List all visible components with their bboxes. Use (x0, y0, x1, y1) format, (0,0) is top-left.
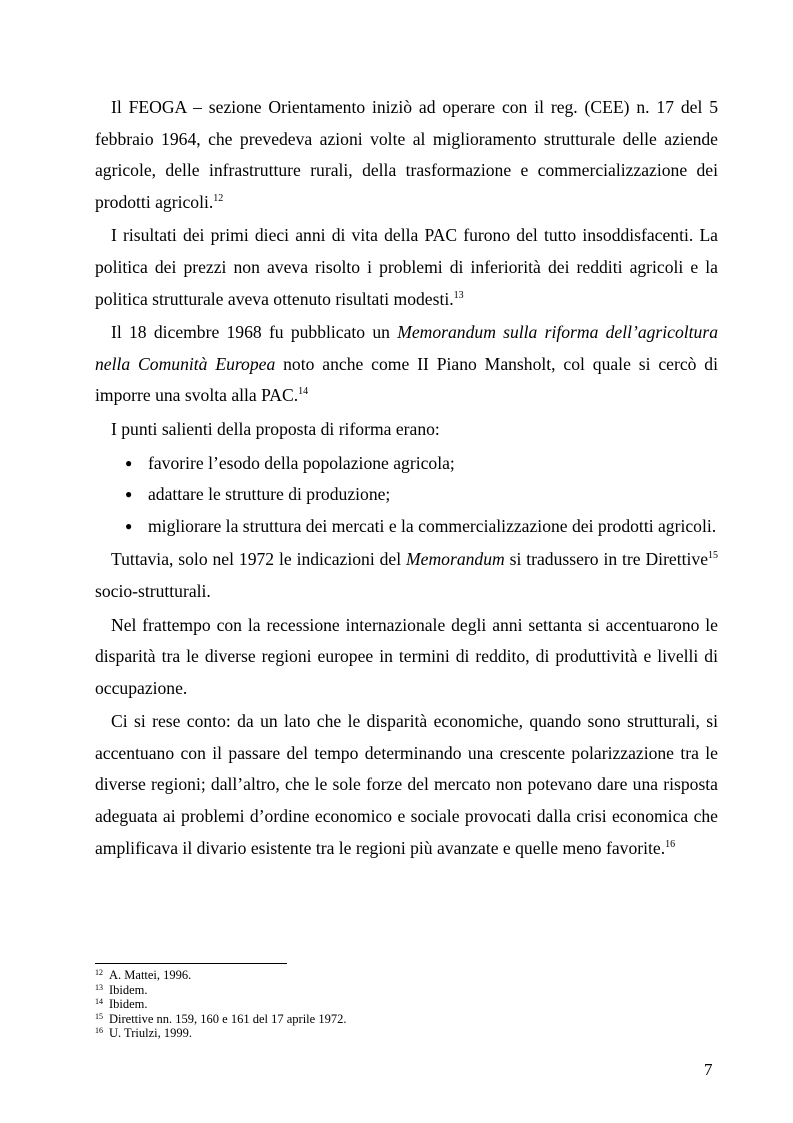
footnote-number: 13 (95, 982, 103, 992)
list-item-text: migliorare la struttura dei mercati e la commercializzazione dei prodotti agricoli. (148, 515, 717, 536)
bullet-icon: ● (125, 455, 133, 470)
paragraph-feoga (95, 92, 718, 218)
paragraph-text: I punti salienti della proposta di riforma erano: (111, 418, 440, 439)
footnote-ref[interactable]: 15 (708, 550, 719, 562)
footnote-text: Ibidem. (109, 997, 148, 1011)
page-number: 7 (704, 1060, 713, 1079)
footnote-ref[interactable]: 12 (213, 192, 224, 204)
list-item (95, 511, 718, 543)
footnote-item (95, 997, 718, 1012)
footnote-number: 16 (95, 1026, 103, 1035)
footnote-item (95, 983, 718, 998)
footnote-text: Direttive nn. 159, 160 e 161 del 17 aprile 1972. (109, 1011, 347, 1026)
footnote-number: 12 (95, 968, 103, 977)
paragraph-punti-salienti (95, 414, 718, 446)
paragraph-memorandum (95, 317, 718, 412)
paragraph-text: Tuttavia, solo nel 1972 le indicazioni del (111, 549, 407, 570)
footnote-text: A. Mattei, 1996. (109, 968, 192, 982)
reform-points-list (95, 448, 718, 543)
list-item (95, 448, 718, 480)
bullet-icon: ● (125, 487, 133, 502)
memorandum-short-title: Memorandum (406, 549, 505, 570)
list-item-text: favorire l’esodo della popolazione agricola; (148, 452, 455, 473)
paragraph-text: Il 18 dicembre 1968 fu pubblicato un (111, 322, 398, 343)
paragraph-text: Nel frattempo con la recessione internazionale degli anni settanta si accentuarono le disparità tra le diverse regioni europee in termini di reddito, di produttività e livelli di occupazione. (95, 614, 718, 698)
footnote-number: 15 (95, 1011, 103, 1021)
footnote-ref[interactable]: 14 (298, 386, 309, 398)
memorandum-title: Memorandum sulla riforma dell’agricoltura nella Comunità Europea (95, 322, 718, 374)
paragraph-recessione (95, 610, 718, 705)
paragraph-text: Il FEOGA – sezione Orientamento iniziò ad operare con il reg. (CEE) n. 17 del 5 febbraio 1964, che prevedeva azioni volte al miglioramento strutturale delle aziende agricole, delle infrastrutture rurali, della trasformazione e commercializzazione dei prodotti agricoli. (95, 97, 718, 212)
paragraph-text: Ci si rese conto: da un lato che le disparità economiche, quando sono strutturali, si accentuano con il passare del tempo determinando una crescente polarizzazione tra le diverse regioni; dall’altro, che le sole forze del mercato non potevano dare una risposta adeguata ai problemi d’ordine economico e sociale provocati dalla crisi economica che amplificava il divario esistente tra le regioni più avanzate e quelle meno favorite. (95, 711, 718, 858)
paragraph-tuttavia (95, 544, 718, 607)
footnote-text: Ibidem. (109, 982, 148, 997)
paragraph-text: I risultati dei primi dieci anni di vita della PAC furono del tutto insoddisfacenti. La politica dei prezzi non aveva risolto i problemi di inferiorità dei redditi agricoli e la politica strutturale aveva ottenuto risultati modesti. (95, 225, 718, 309)
footnote-separator (95, 963, 287, 964)
list-item (95, 479, 718, 511)
footnote-item (95, 968, 718, 983)
list-item-text: adattare le strutture di produzione; (148, 484, 391, 505)
paragraph-disparita (95, 706, 718, 864)
footnote-ref[interactable]: 13 (453, 289, 464, 301)
paragraph-text: noto anche come II Piano Mansholt, col quale si cercò di imporre una svolta alla PAC. (95, 353, 718, 406)
footnote-ref[interactable]: 16 (665, 838, 676, 850)
bullet-icon: ● (125, 518, 133, 533)
footnote-number: 14 (95, 997, 103, 1006)
paragraph-risultati (95, 220, 718, 315)
footnote-item (95, 1026, 718, 1041)
page-body (95, 92, 718, 866)
footnote-text: U. Triulzi, 1999. (109, 1026, 193, 1040)
footnotes (95, 968, 718, 1041)
paragraph-text: socio-strutturali. (95, 580, 211, 601)
footnote-item (95, 1012, 718, 1027)
paragraph-text: si tradussero in tre Direttive (504, 549, 709, 570)
